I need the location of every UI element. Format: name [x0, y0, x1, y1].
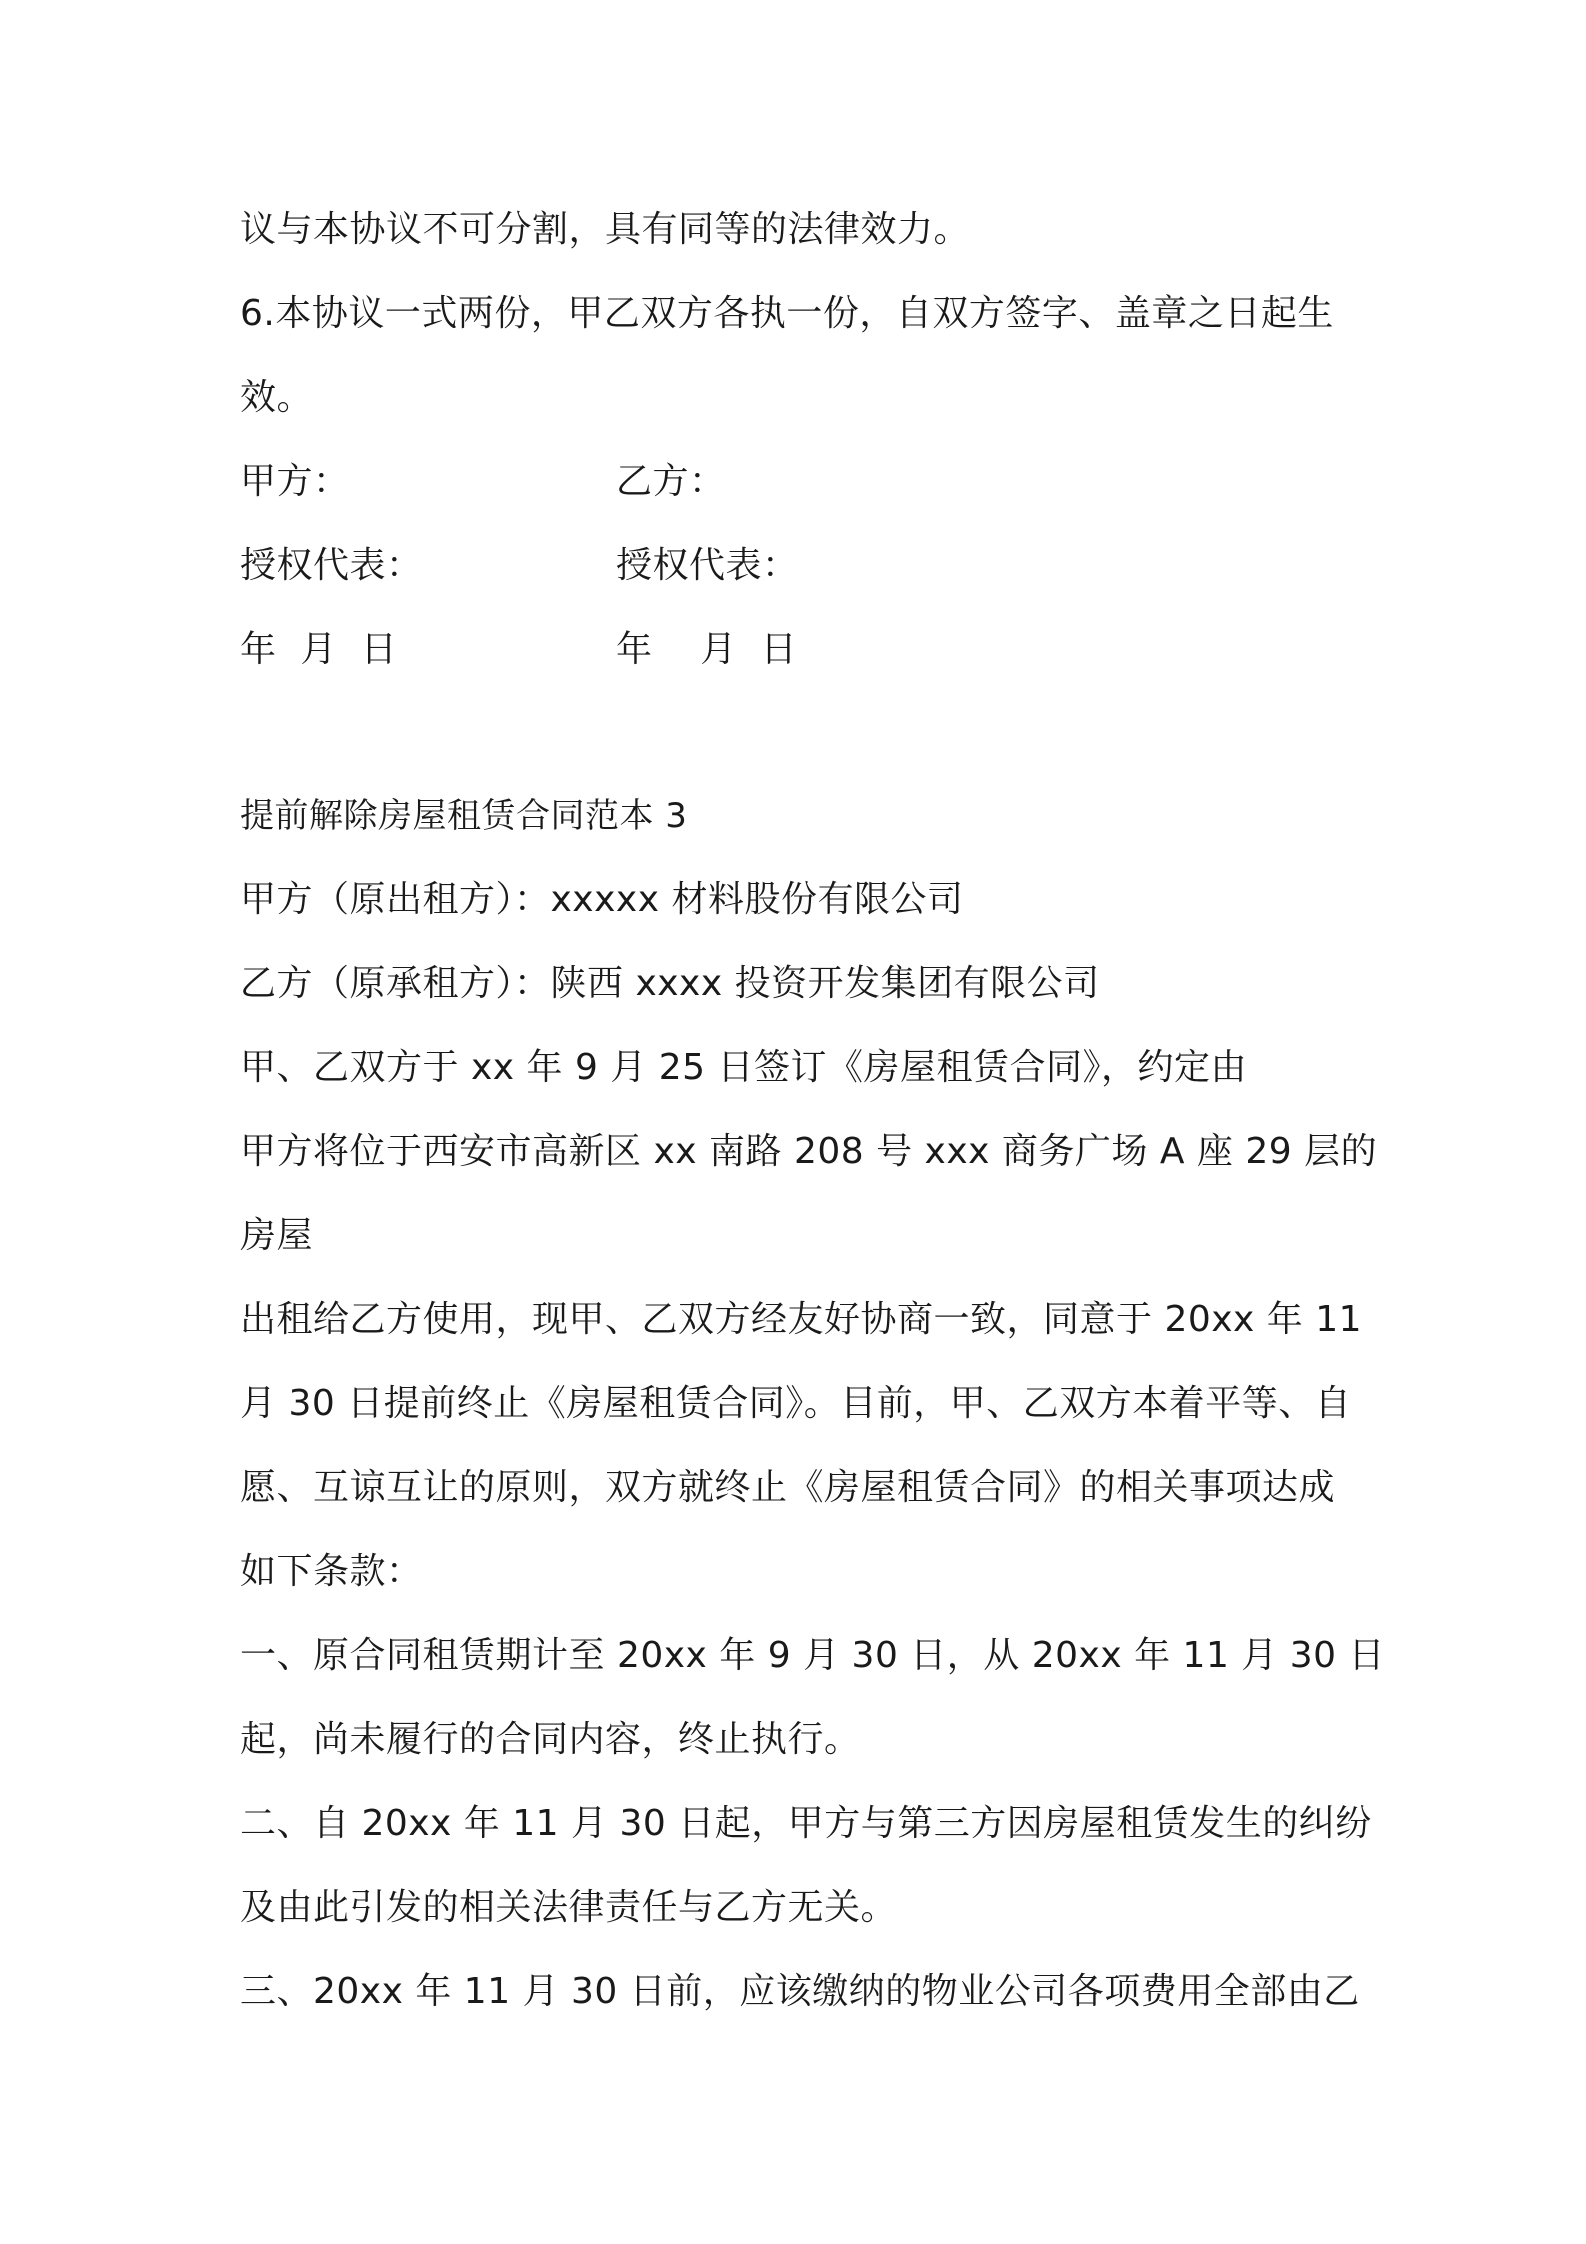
text-line: 起，尚未履行的合同内容，终止执行。 — [240, 1719, 861, 1760]
text-line: 甲、乙双方于 xx 年 9 月 25 日签订《房屋租赁合同》，约定由 — [240, 1047, 1247, 1088]
section-title: 提前解除房屋租赁合同范本 3 — [240, 796, 688, 836]
text-line: 议与本协议不可分割，具有同等的法律效力。 — [240, 209, 971, 250]
party-b-label: 乙方： — [616, 461, 726, 502]
party-a-label: 甲方： — [240, 461, 350, 502]
text-line: 甲方将位于西安市高新区 xx 南路 208 号 xxx 商务广场 A 座 29 层的 — [240, 1131, 1378, 1172]
text-line: 房屋 — [240, 1215, 314, 1256]
date-a: 年 月 日 — [240, 629, 398, 670]
text-line: 及由此引发的相关法律责任与乙方无关。 — [240, 1887, 898, 1928]
text-line: 月 30 日提前终止《房屋租赁合同》。目前，甲、乙双方本着平等、自 — [240, 1383, 1352, 1424]
text-line: 6.本协议一式两份，甲乙双方各执一份，自双方签字、盖章之日起生 — [240, 293, 1334, 334]
text-line: 愿、互谅互让的原则，双方就终止《房屋租赁合同》的相关事项达成 — [240, 1467, 1336, 1508]
text-line: 三、20xx 年 11 月 30 日前，应该缴纳的物业公司各项费用全部由乙 — [240, 1971, 1360, 2012]
text-line: 一、原合同租赁期计至 20xx 年 9 月 30 日，从 20xx 年 11 月 30 日 — [240, 1635, 1385, 1676]
text-line: 二、自 20xx 年 11 月 30 日起，甲方与第三方因房屋租赁发生的纠纷 — [240, 1803, 1372, 1844]
rep-b-label: 授权代表： — [616, 545, 799, 586]
text-line: 乙方（原承租方）：陕西 xxxx 投资开发集团有限公司 — [240, 963, 1100, 1004]
date-b: 年 月 日 — [616, 629, 798, 670]
rep-a-label: 授权代表： — [240, 545, 423, 586]
text-line: 出租给乙方使用，现甲、乙双方经友好协商一致，同意于 20xx 年 11 — [240, 1299, 1363, 1340]
text-line: 效。 — [240, 377, 314, 418]
text-line: 如下条款： — [240, 1551, 423, 1592]
text-line: 甲方（原出租方）：xxxxx 材料股份有限公司 — [240, 879, 964, 920]
